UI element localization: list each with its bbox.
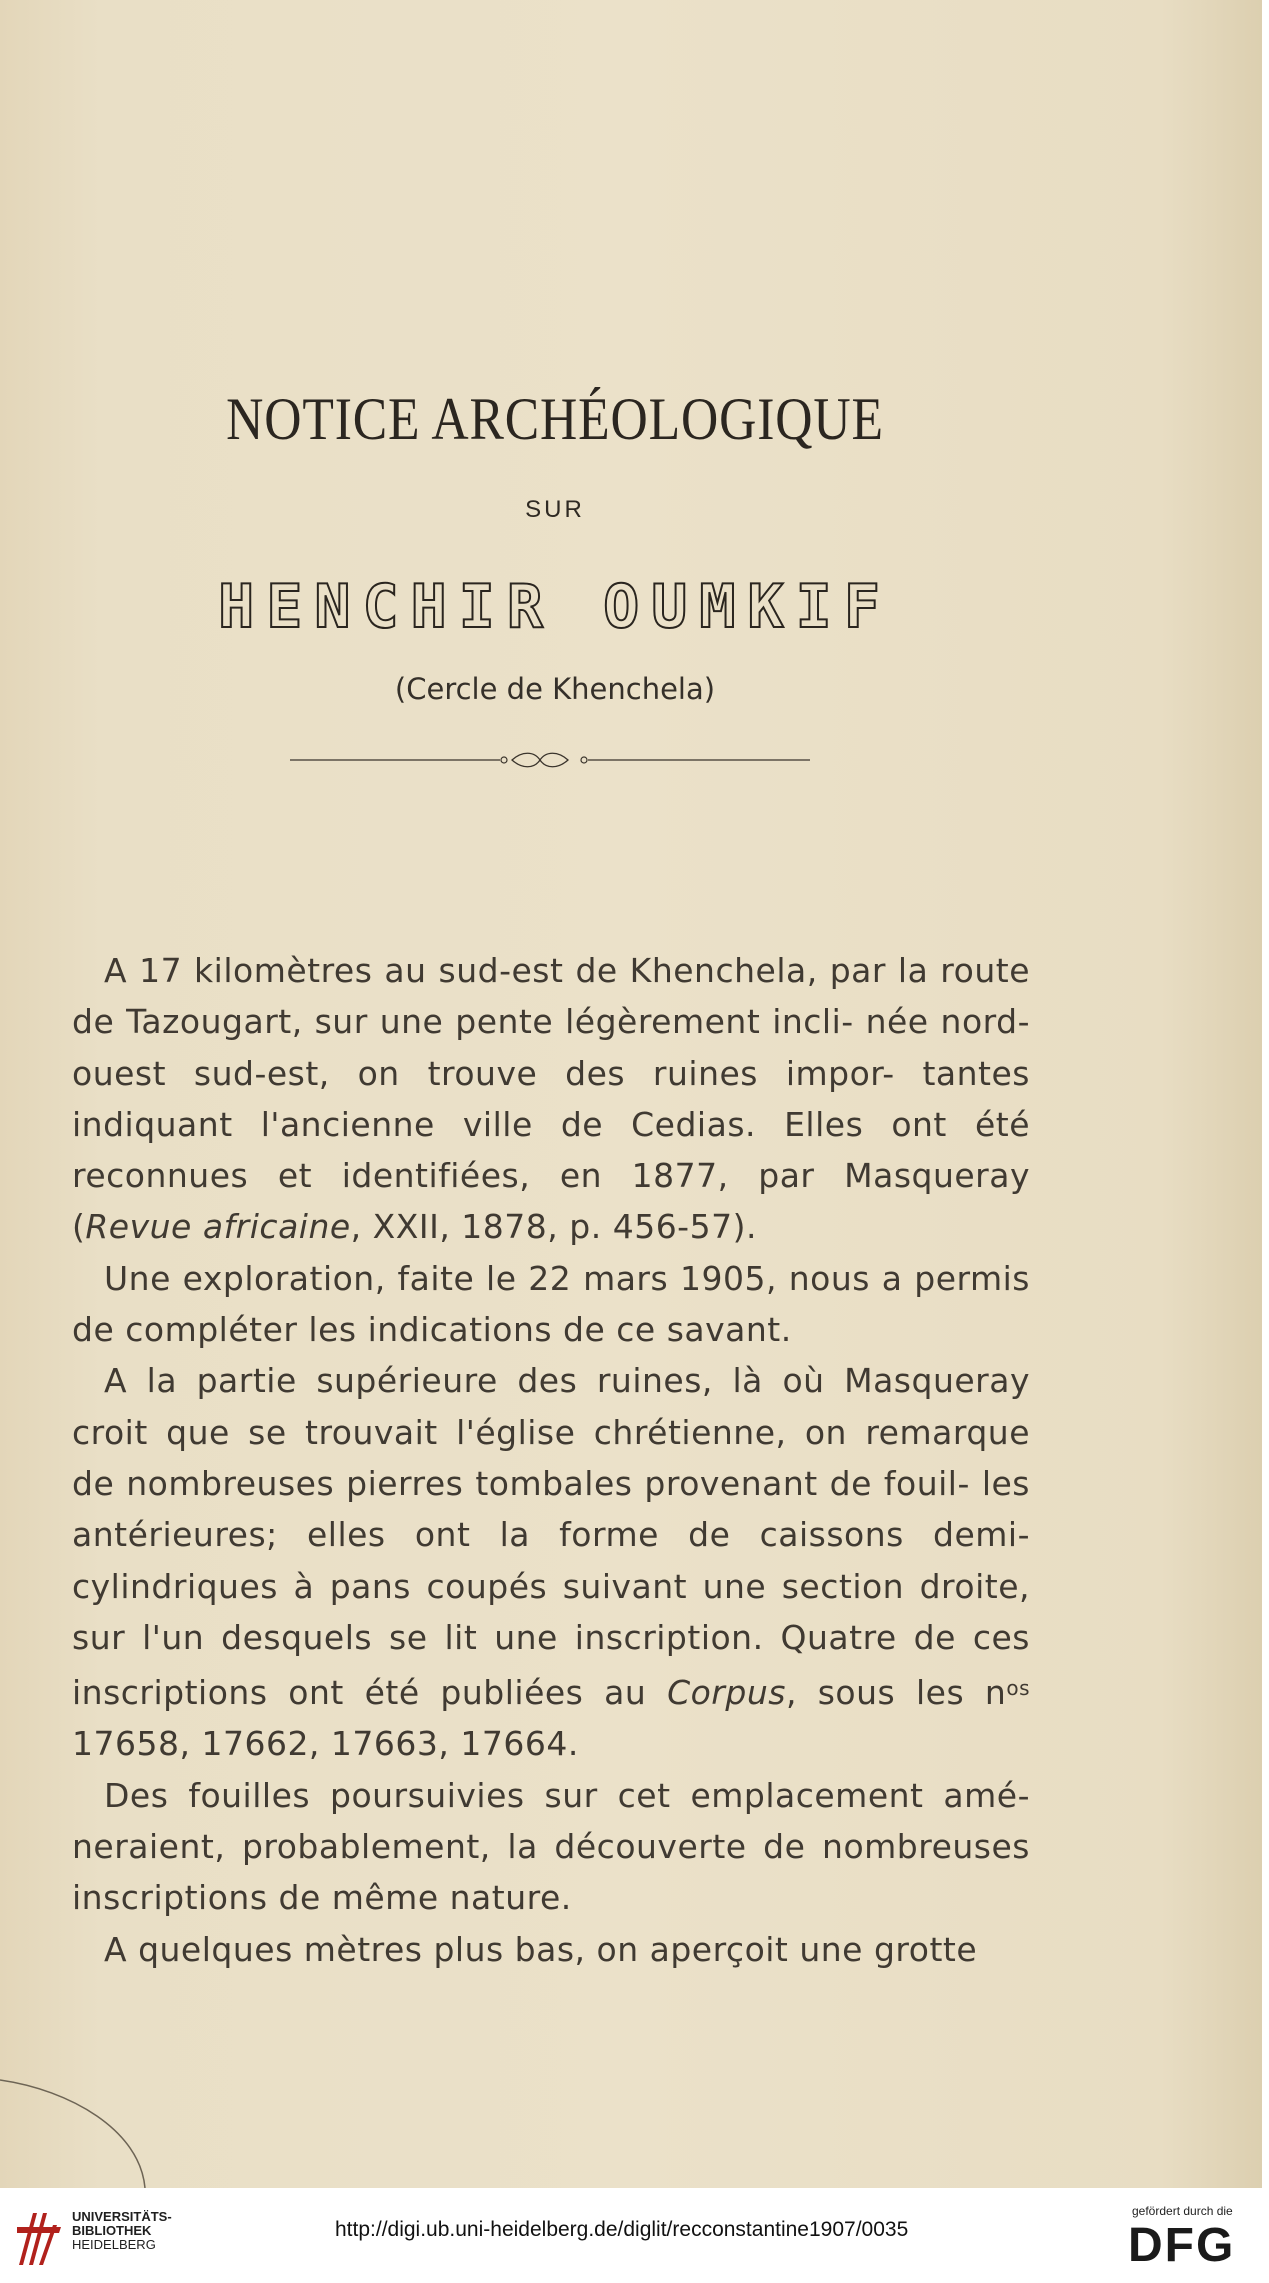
funding-text: gefördert durch die — [1132, 2204, 1233, 2218]
paragraph-3-text: A la partie supérieure des ruines, là où Masqueray croit que se trouvait l'église chrétienne, on remarque de nombreuses pierres tombales provenant de fouil- les antérieures; elles ont la forme de caissons demi- cylindriques à pans coupés suivant une section droite, sur l'un desquels se lit une inscription. Quatre de ces inscriptions ont été publiées au — [72, 1361, 1030, 1713]
library-name — [72, 2210, 172, 2252]
dfg-logo: DFG — [1128, 2219, 1236, 2272]
paragraph-3 — [72, 1355, 1030, 1769]
ornament-divider-icon — [290, 748, 810, 772]
revue-africaine-ref: Revue africaine — [85, 1207, 351, 1247]
library-line-2: BIBLIOTHEK — [72, 2223, 152, 2238]
body-text — [72, 945, 1030, 1975]
numero-prefix: n — [984, 1673, 1007, 1713]
title-henchir-oumkif: HENCHIR OUMKIF — [218, 572, 892, 642]
title-notice-archeologique: NOTICE ARCHÉOLOGIQUE — [226, 386, 884, 452]
paragraph-1-text: A 17 kilomètres au sud-est de Khenchela, par la route de Tazougart, sur une pente légèrement incli- née nord-ouest sud-est, on trouve des ruines impor- tantes indiquant l'ancienne ville de Cedias. Elles ont été reconnues et identifiées, en 1877, par Masqueray — [72, 951, 1030, 1196]
paragraph-5: A quelques mètres plus bas, on aperçoit une grotte — [104, 1929, 978, 1969]
subtitle-cercle: (Cercle de Khenchela) — [394, 672, 716, 706]
library-line-3: HEIDELBERG — [72, 2237, 156, 2252]
paragraph-4: Des fouilles poursuivies sur cet emplacement amé- neraient, probablement, la découverte de nombreuses inscriptions de même nature. — [72, 1775, 1030, 1918]
title-sur: SUR — [525, 496, 585, 523]
library-line-1: UNIVERSITÄTS- — [72, 2209, 172, 2224]
page-curl-mark — [0, 2070, 160, 2188]
paragraph-1: A 17 kilomètres au sud-est de Khenchela, par la route de Tazougart, sur une pente légèrement incli- née nord-ouest sud-est, on trouve des ruines impor- tantes indiquant l'ancienne ville de Cedias. Elles ont été reconnues et identifiées, en 1877, par Masqueray (Revue africaine, XXII, 1878, p. 456-57). — [72, 951, 1030, 1247]
corpus-ref: Corpus — [667, 1673, 786, 1713]
inscription-numbers: 17658, 17662, 17663, 17664. — [72, 1724, 579, 1764]
source-url-link[interactable]: http://digi.ub.uni-heidelberg.de/diglit/recconstantine1907/0035 — [335, 2218, 909, 2241]
paragraph-3-sous-les: , sous les — [785, 1673, 965, 1713]
numero-superscript: os — [1006, 1676, 1030, 1701]
university-library-logo-icon — [15, 2207, 65, 2269]
revue-ref-details: , XXII, 1878, p. 456-57). — [350, 1207, 757, 1247]
page-edge — [1262, 0, 1269, 2188]
paragraph-2: Une exploration, faite le 22 mars 1905, nous a permis de compléter les indications de ce savant. — [72, 1258, 1030, 1350]
